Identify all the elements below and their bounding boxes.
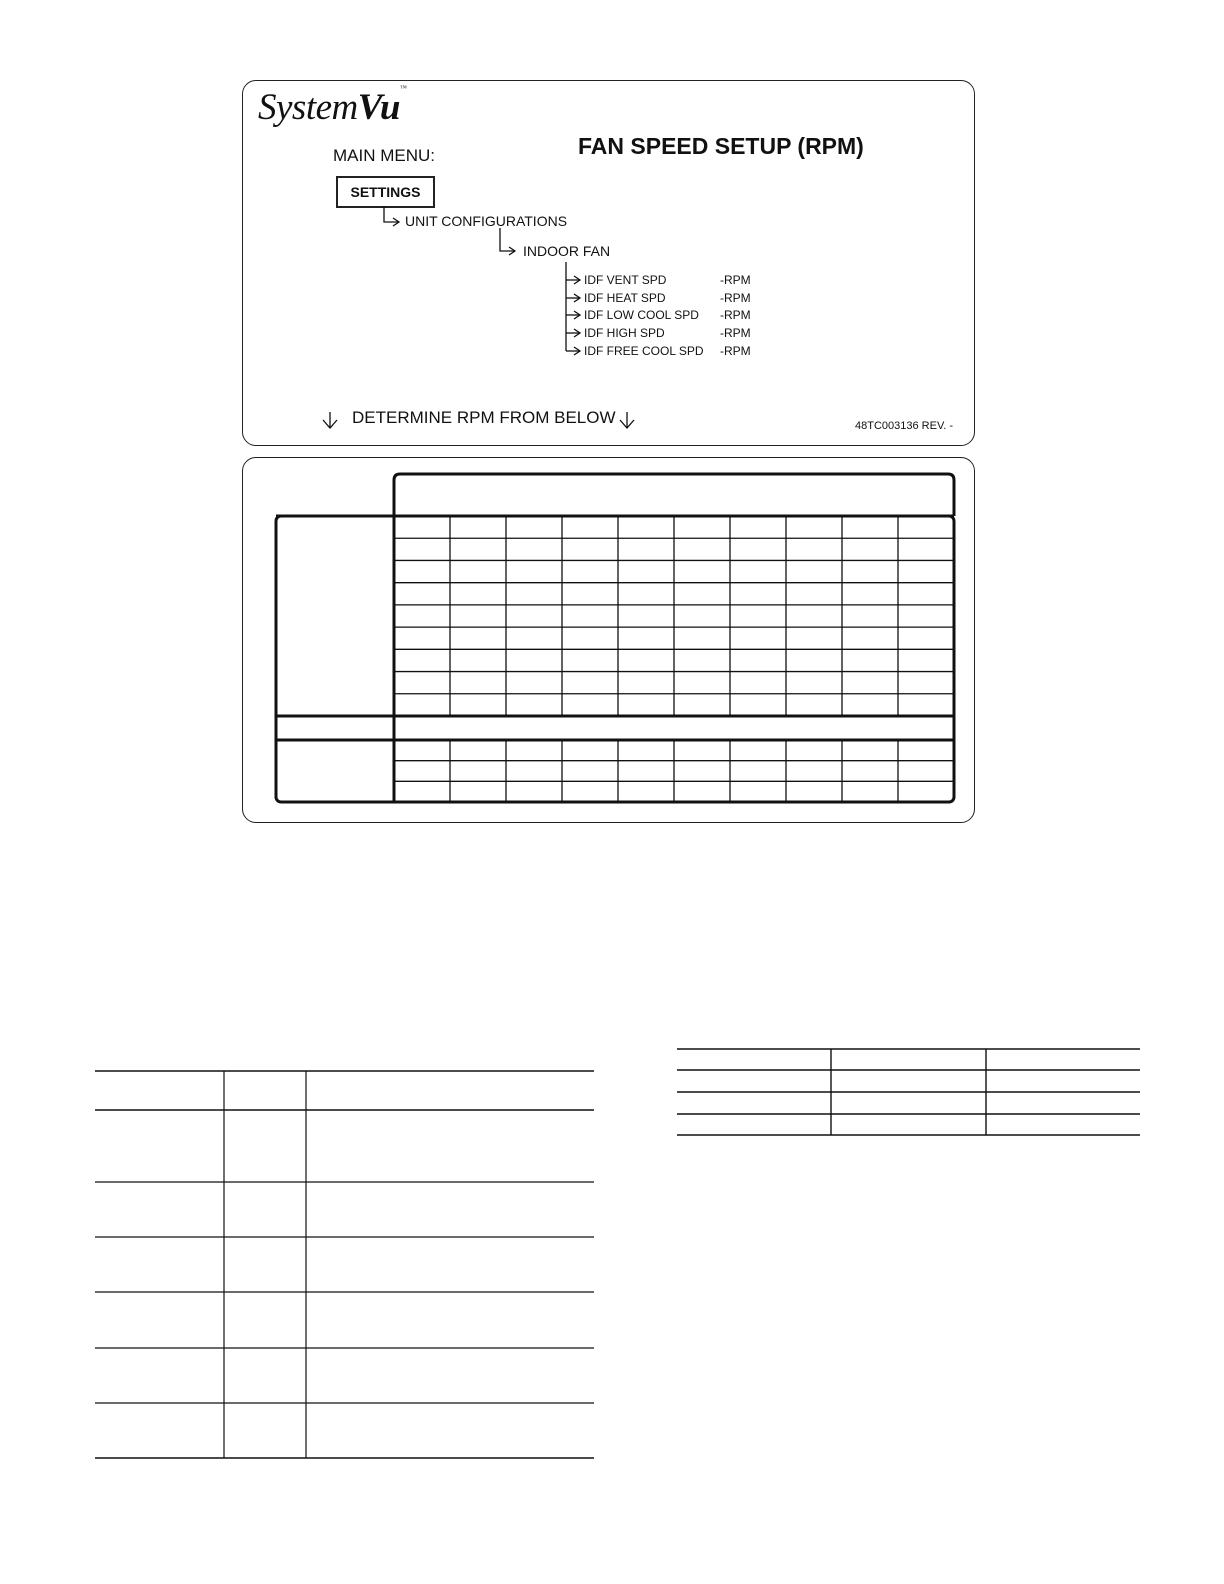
logo-mark: Vu [357,87,400,128]
idf-item-name: IDF LOW COOL SPD [584,308,699,322]
idf-item-unit: -RPM [720,291,751,305]
systemvu-logo: SystemVu™ [258,84,407,128]
settings-box: SETTINGS [336,176,435,208]
page-title: FAN SPEED SETUP (RPM) [578,133,864,159]
idf-item-unit: -RPM [720,326,751,340]
idf-item-unit: -RPM [720,344,751,358]
unit-configurations-label: UNIT CONFIGURATIONS [405,213,568,229]
determine-rpm-label: DETERMINE RPM FROM BELOW [352,408,616,427]
main-menu-label: MAIN MENU: [333,146,435,165]
part-number: 48TC003136 REV. - [855,420,954,432]
idf-item-name: IDF FREE COOL SPD [584,344,704,358]
idf-item-name: IDF VENT SPD [584,273,667,287]
idf-item-unit: -RPM [720,308,751,322]
indoor-fan-label: INDOOR FAN [523,243,611,259]
idf-item-name: IDF HIGH SPD [584,326,665,340]
idf-item-unit: -RPM [720,273,751,287]
idf-item-name: IDF HEAT SPD [584,291,666,305]
